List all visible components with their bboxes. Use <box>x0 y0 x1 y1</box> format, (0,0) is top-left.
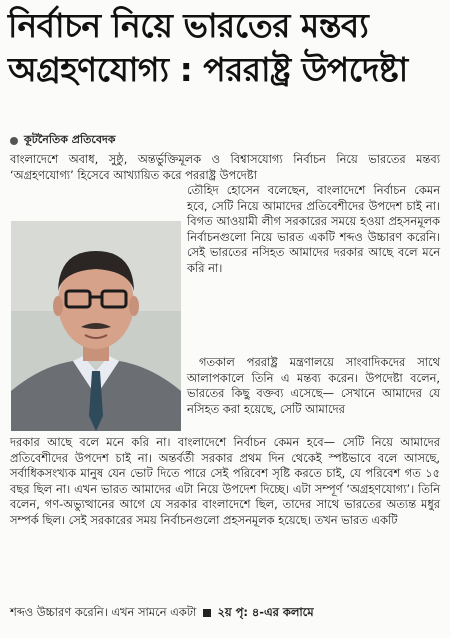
headline <box>8 4 444 92</box>
byline-text: কূটনৈতিক প্রতিবেদক <box>24 133 116 146</box>
portrait-photo <box>11 221 181 431</box>
byline <box>10 131 115 150</box>
bullet-icon <box>10 137 18 145</box>
headline-line-2: অগ্রহণযোগ্য : পররাষ্ট্র উপদেষ্টা <box>8 50 408 89</box>
article-column-text: তৌহিদ হোসেন বলেছেন, বাংলাদেশে নির্বাচন কেমন হবে, সেটি নিয়ে আমাদের প্রতিবেশীদের উপদেশ চাই না। বিগত আওয়ামী লীগ সরকারের সময়ে হওয়া প্রহসনমূলক নির্বাচনগুলো নিয়ে ভারত একটি শব্দও উচ্চারণ করেনি। সেই ভারতের নসিহত আমাদের দরকার আছে বলে মনে করি না। <box>187 183 440 275</box>
article-intro: বাংলাদেশে অবাধ, সুষ্ঠু, অন্তর্ভুক্তিমূলক ও বিশ্বাসযোগ্য নির্বাচন নিয়ে ভারতের মন্তব্য ‘অগ্রহণযোগ্য’ হিসেবে আখ্যায়িত করে পররাষ্ট্র উপদেষ্টা <box>10 152 440 182</box>
continued-link[interactable]: ২য় পৃ: ৪-এর কলামে <box>217 605 314 619</box>
article-tail-text: শব্দও উচ্চারণ করেনি। এখন সামনে একটা <box>10 605 197 619</box>
square-bullet-icon <box>203 609 211 617</box>
article-column-text-2: গতকাল পররাষ্ট্র মন্ত্রণালয়ে সাংবাদিকদের সাথে আলাপকালে তিনি এ মন্তব্য করেন। উপদেষ্টা বলেন, ভারতের কিছু বক্তব্য এসেছে— সেখানে আমাদের যে নসিহত করা হয়েছে, সেটি আমাদের <box>187 355 440 416</box>
article-full-text: দরকার আছে বলে মনে করি না। বাংলাদেশে নির্বাচন কেমন হবে— সেটি নিয়ে আমাদের প্রতিবেশীদের উপদেশ চাই না। অন্তর্বর্তী সরকার প্রথম দিন থেকেই স্পষ্টভাবে বলে আসছে, সর্বাধিকসংখ্যক মানুষ যেন ভোট দিতে পারে সেই পরিবেশ সৃষ্টি করতে চাই, যে পরিবেশ গত ১৫ বছর ছিল না। এখন ভারত আমাদের এটা নিয়ে উপদেশ দিচ্ছে। এটা সম্পূর্ণ ‘অগ্রহণযোগ্য’। তিনি বলেন, গণ-অভ্যুত্থানের আগে যে সরকার বাংলাদেশে ছিল, তাদের সাথে ভারতের অত্যন্ত মধুর সম্পর্ক ছিল। সেই সরকারের সময় নির্বাচনগুলো প্রহসনমূলক হয়েছে। তখন ভারত একটি <box>10 435 440 527</box>
headline-line-1: নির্বাচন নিয়ে ভারতের মন্তব্য <box>8 6 369 45</box>
article-tail <box>10 605 440 621</box>
portrait-illustration <box>11 221 181 431</box>
